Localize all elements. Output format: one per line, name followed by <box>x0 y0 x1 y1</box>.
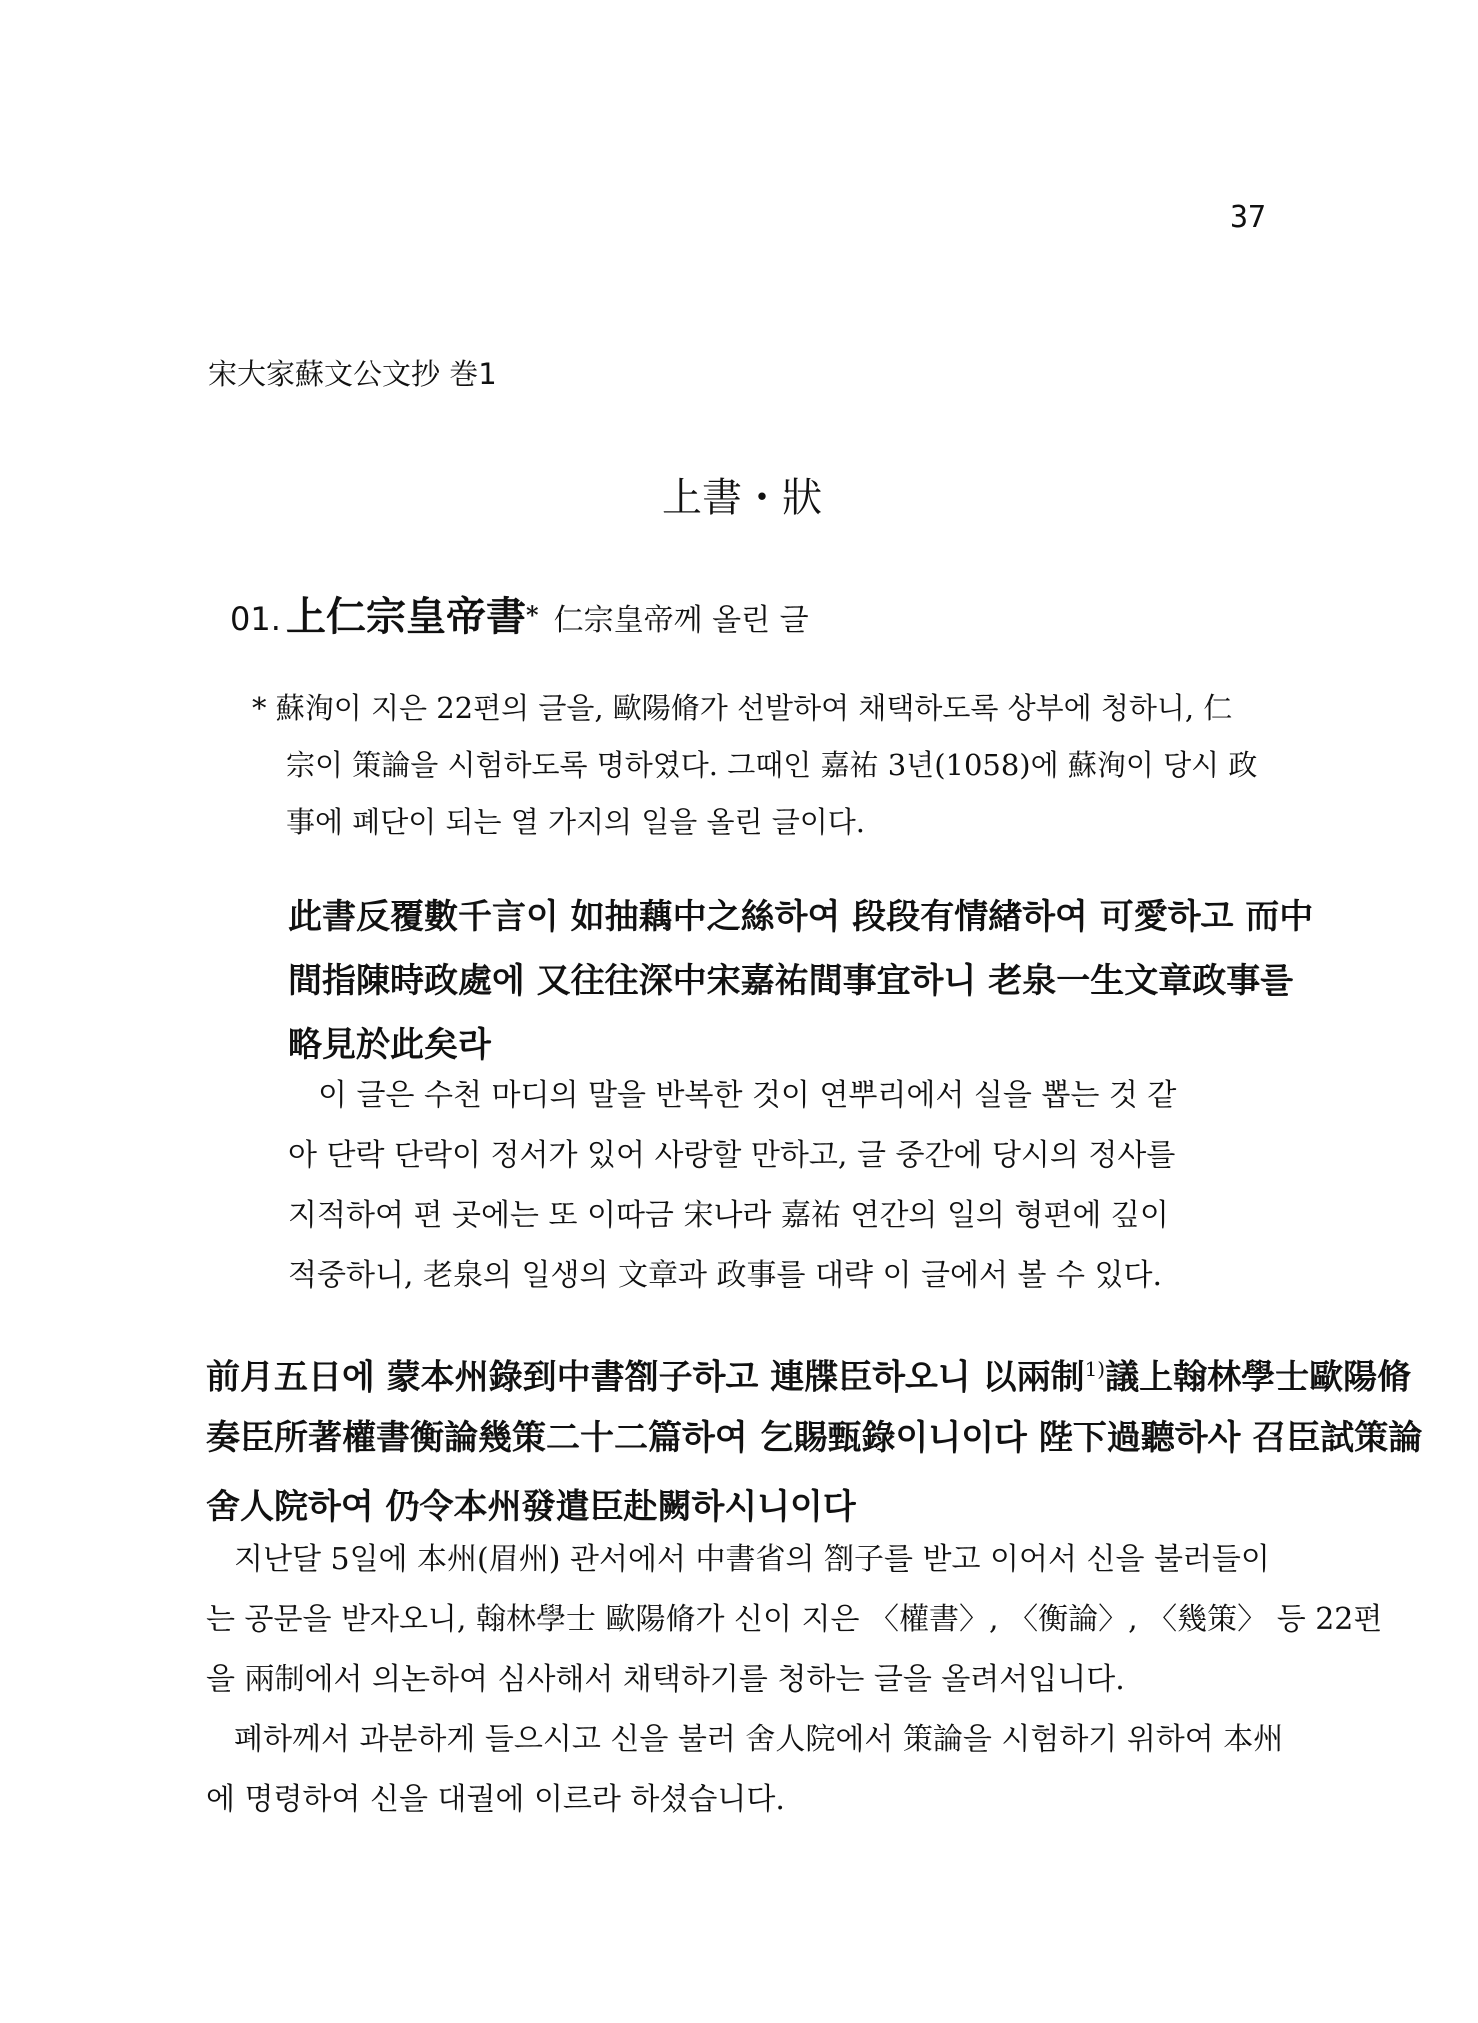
commentary-hanmun <box>288 885 1313 1077</box>
article-subtitle: 仁宗皇帝께 올린 글 <box>553 603 809 638</box>
main-translation-line: 에 명령하여 신을 대궐에 이르라 하셨습니다. <box>206 1782 785 1817</box>
main-hanmun-text: 前月五日에 蒙本州錄到中書劄子하고 連牒臣하오니 以兩制 <box>206 1357 1085 1398</box>
commentary-hanmun-line: 略見於此矣라 <box>288 1025 491 1065</box>
article-heading <box>230 585 809 642</box>
main-translation-line: 폐하께서 과분하게 들으시고 신을 불러 舍人院에서 策論을 시험하기 위하여 本州 <box>234 1722 1284 1757</box>
commentary-translation <box>288 1066 1176 1306</box>
main-hanmun-line <box>206 1335 1422 1404</box>
main-translation <box>206 1530 1382 1830</box>
article-number: 01. <box>230 600 281 638</box>
main-hanmun <box>206 1335 1422 1542</box>
book-title: 宋大家蘇文公文抄 巻1 <box>208 357 497 391</box>
main-translation-line: 지난달 5일에 本州(眉州) 관서에서 中書省의 劄子를 받고 이어서 신을 불러들이 <box>234 1542 1270 1577</box>
main-hanmun-line: 奏臣所著權書衡論幾策二十二篇하여 乞賜甄錄이니이다 陛下過聽하사 召臣試策論 <box>206 1418 1423 1458</box>
commentary-translation-line: 아 단락 단락이 정서가 있어 사랑할 만하고, 글 중간에 당시의 정사를 <box>288 1138 1176 1173</box>
main-translation-line: 는 공문을 받자오니, 翰林學士 歐陽脩가 신이 지은 〈權書〉, 〈衡論〉, 〈幾策〉 등 22편 <box>206 1602 1383 1637</box>
section-heading: 上書・狀 <box>662 475 822 521</box>
footnote-line: 宗이 策論을 시험하도록 명하였다. 그때인 嘉祐 3년(1058)에 蘇洵이 당시 政 <box>286 748 1258 782</box>
article-title: 上仁宗皇帝書 <box>285 593 526 640</box>
page-number: 37 <box>1230 200 1267 235</box>
commentary-hanmun-line: 間指陳時政處에 又往往深中宋嘉祐間事宜하니 老泉一生文章政事를 <box>288 961 1294 1001</box>
main-translation-line: 을 兩制에서 의논하여 심사해서 채택하기를 청하는 글을 올려서입니다. <box>206 1662 1125 1697</box>
footnote-line: * 蘇洵이 지은 22편의 글을, 歐陽脩가 선발하여 채택하도록 상부에 청하니, 仁 <box>252 691 1233 725</box>
commentary-translation-line: 이 글은 수천 마디의 말을 반복한 것이 연뿌리에서 실을 뽑는 것 같 <box>318 1078 1177 1113</box>
footnote-reference[interactable]: 1) <box>1084 1357 1106 1381</box>
footnote-marker: * <box>525 600 539 630</box>
commentary-translation-line: 적중하니, 老泉의 일생의 文章과 政事를 대략 이 글에서 볼 수 있다. <box>288 1258 1163 1293</box>
main-hanmun-text: 議上翰林學士歐陽脩 <box>1105 1357 1412 1398</box>
article-footnote <box>252 680 1257 851</box>
commentary-hanmun-line: 此書反覆數千言이 如抽藕中之絲하여 段段有情緖하여 可愛하고 而中 <box>288 897 1314 937</box>
commentary-translation-line: 지적하여 편 곳에는 또 이따금 宋나라 嘉祐 연간의 일의 형편에 깊이 <box>288 1198 1169 1233</box>
footnote-line: 事에 폐단이 되는 열 가지의 일을 올린 글이다. <box>286 805 865 839</box>
main-hanmun-line: 舍人院하여 仍令本州發遣臣赴闕하시니이다 <box>206 1487 856 1527</box>
